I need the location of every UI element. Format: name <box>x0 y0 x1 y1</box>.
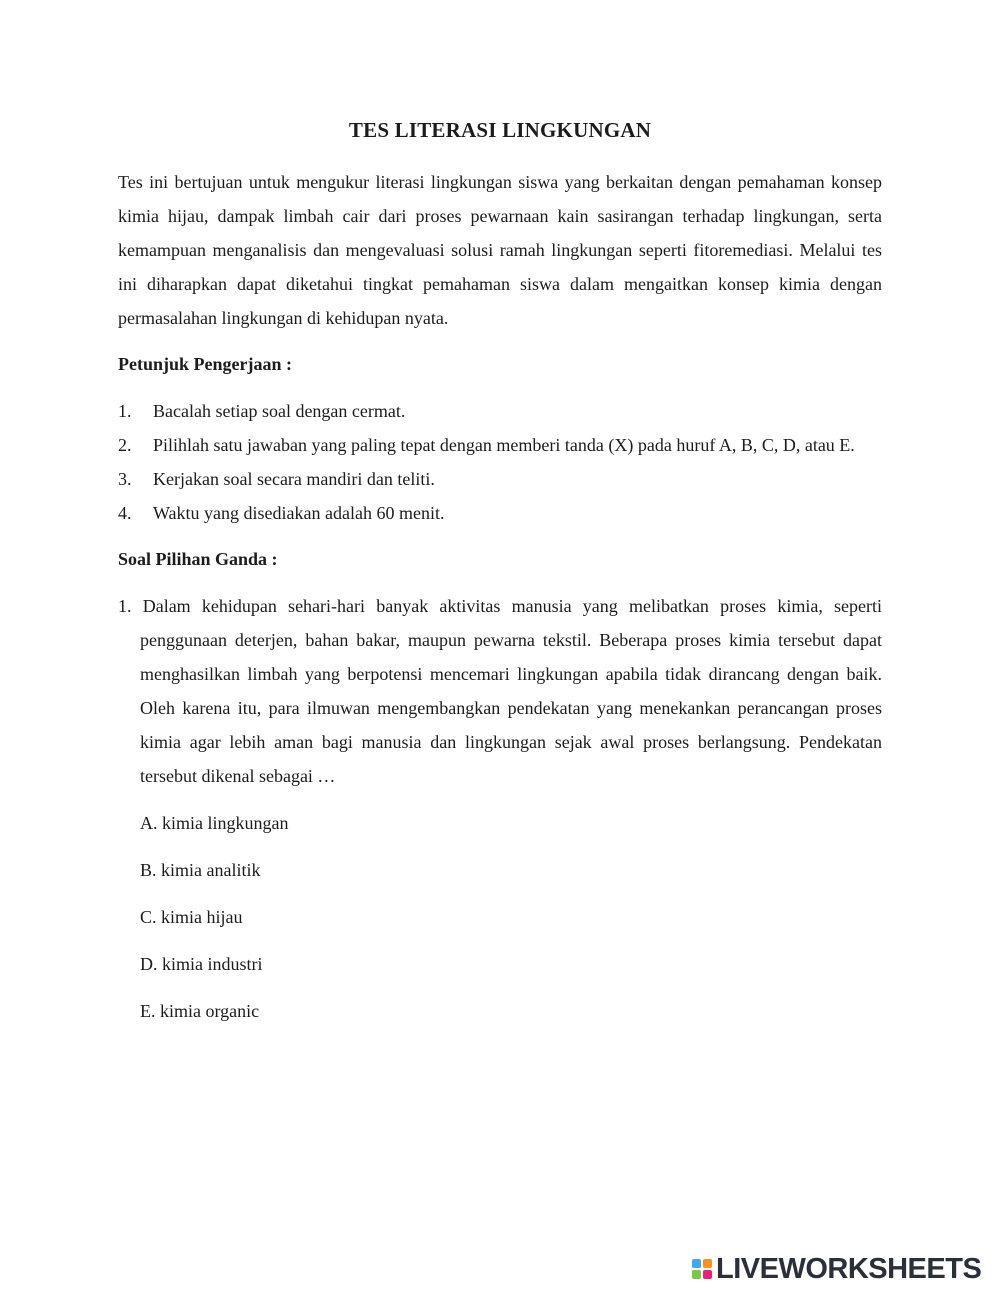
document-page <box>118 118 882 1041</box>
instructions-list <box>118 394 882 530</box>
answer-option-a[interactable]: A. kimia lingkungan <box>140 813 289 833</box>
question-1-options <box>140 806 882 1028</box>
answer-option-b[interactable]: B. kimia analitik <box>140 860 261 880</box>
liveworksheets-logo <box>692 1254 981 1284</box>
logo-text: LIVEWORKSHEETS <box>716 1252 982 1285</box>
instruction-item: 1. Bacalah setiap soal dengan cermat. <box>118 401 406 421</box>
answer-option-e[interactable]: E. kimia organic <box>140 1001 260 1021</box>
logo-grid-icon <box>692 1259 712 1279</box>
instruction-item: 2. Pilihlah satu jawaban yang paling tepat dengan memberi tanda (X) pada huruf A, B, C, D, atau E. <box>118 435 855 455</box>
instruction-item: 4. Waktu yang disediakan adalah 60 menit. <box>118 503 445 523</box>
instruction-item: 3. Kerjakan soal secara mandiri dan teliti. <box>118 469 435 489</box>
answer-option-d[interactable]: D. kimia industri <box>140 954 263 974</box>
answer-option-c[interactable]: C. kimia hijau <box>140 907 243 927</box>
mcq-heading: Soal Pilihan Ganda : <box>118 549 278 569</box>
intro-paragraph: Tes ini bertujuan untuk mengukur literasi lingkungan siswa yang berkaitan dengan pemahaman konsep kimia hijau, dampak limbah cair dari proses pewarnaan kain sasirangan terhadap lingkungan, serta kemampuan menganalisis dan mengevaluasi solusi ramah lingkungan seperti fitoremediasi. Melalui tes ini diharapkan dapat diketahui tingkat pemahaman siswa dalam mengaitkan konsep kimia dengan permasalahan lingkungan di kehidupan nyata. <box>118 172 882 328</box>
document-title: TES LITERASI LINGKUNGAN <box>348 118 652 142</box>
question-1-text: 1. Dalam kehidupan sehari-hari banyak aktivitas manusia yang melibatkan proses kimia, seperti penggunaan deterjen, bahan bakar, maupun pewarna tekstil. Beberapa proses kimia tersebut dapat menghasilkan limbah yang berpotensi mencemari lingkungan apabila tidak dirancang dengan baik. Oleh karena itu, para ilmuwan mengembangkan pendekatan yang menekankan perancangan proses kimia agar lebih aman bagi manusia dan lingkungan sejak awal proses berlangsung. Pendekatan tersebut dikenal sebagai … <box>118 596 882 786</box>
instructions-heading: Petunjuk Pengerjaan : <box>118 354 292 374</box>
